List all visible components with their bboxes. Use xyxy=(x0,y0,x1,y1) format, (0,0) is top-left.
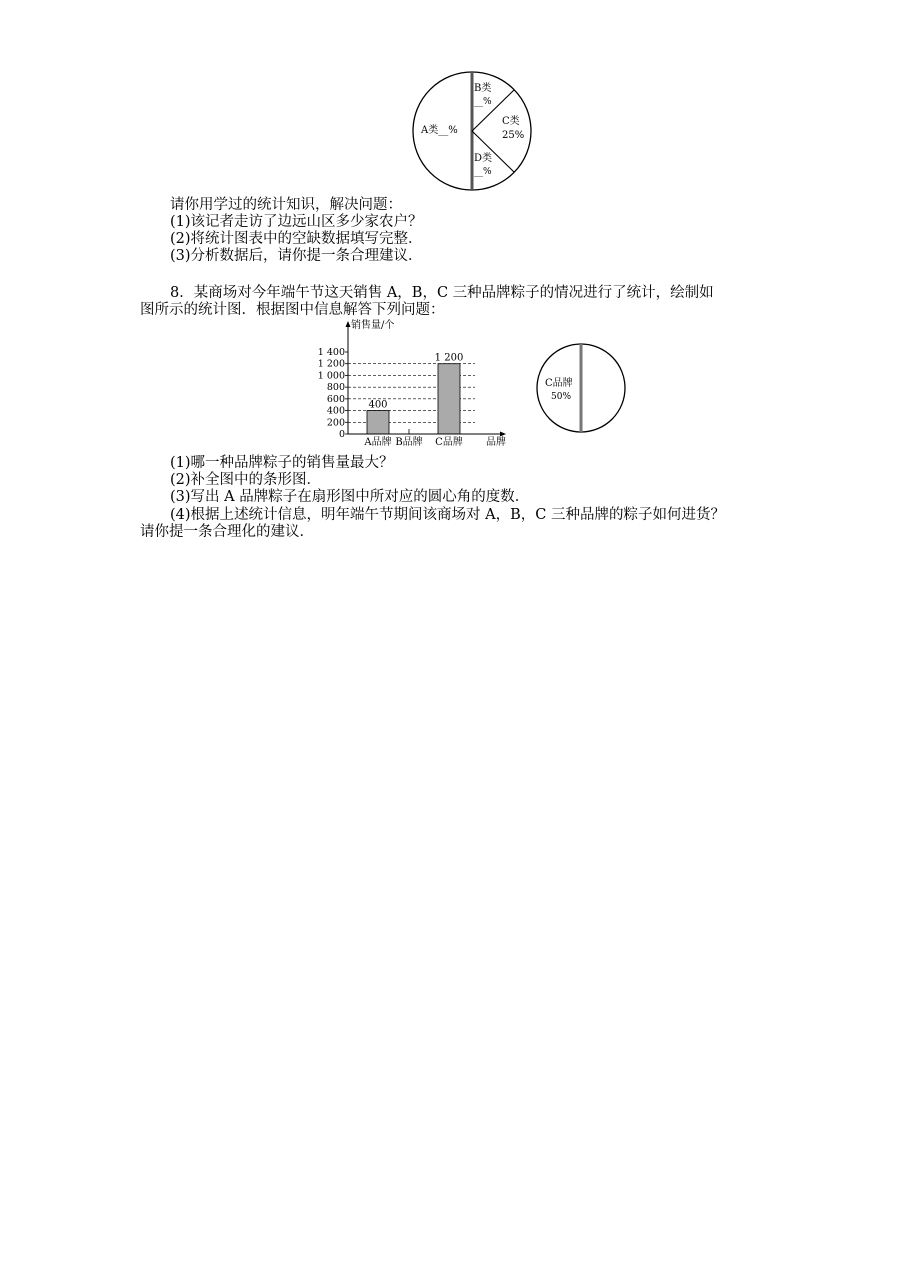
y-tick-label: 800 xyxy=(326,382,345,394)
x-tick-label: B品牌 xyxy=(395,437,423,448)
pie2-label-1: C品牌 xyxy=(545,378,573,389)
pie1-label-b1: B类 xyxy=(474,83,492,94)
q8-item-3: (3)写出 A 品牌粽子在扇形图中所对应的圆心角的度数． xyxy=(170,489,530,505)
bar-value-label: 400 xyxy=(368,399,388,411)
x-axis-arrow xyxy=(500,432,506,437)
y-tick-label: 400 xyxy=(326,405,345,417)
bar-value-label: 1 200 xyxy=(434,352,464,364)
y-tick-label: 200 xyxy=(326,417,345,429)
q7-item-1: (1)该记者走访了边远山区多少家农户？ xyxy=(170,214,423,230)
pie1-label-c1: C类 xyxy=(502,116,520,127)
y-tick-label: 0 xyxy=(338,429,345,440)
pie-chart-categories xyxy=(405,66,540,196)
pie-chart-brands xyxy=(535,342,635,438)
pie1-label-d2: __% xyxy=(474,167,492,177)
q8-item-2: (2)补全图中的条形图． xyxy=(170,472,322,488)
y-axis-arrow xyxy=(346,321,351,327)
q8-item-4: (4)根据上述统计信息，明年端午节期间该商场对 A，B，C 三种品牌的粽子如何进货？ xyxy=(170,507,725,523)
bar xyxy=(438,364,460,434)
x-tick-label: C品牌 xyxy=(435,437,463,448)
y-tick-label: 1 400 xyxy=(317,347,345,358)
y-tick-label: 600 xyxy=(326,393,345,405)
x-tick-label: A品牌 xyxy=(364,437,392,448)
y-axis-title: 销售量/个 xyxy=(351,320,395,331)
pie1-label-b2: __% xyxy=(474,97,492,107)
x-axis-title: 品牌 xyxy=(486,437,506,448)
y-tick-label: 1 200 xyxy=(317,358,345,370)
pie1-label-a: A类__% xyxy=(421,125,458,136)
q8-stem-line-1: 8．某商场对今年端午节这天销售 A，B，C 三种品牌粽子的情况进行了统计，绘制如 xyxy=(170,285,714,301)
pie1-label-c2: 25% xyxy=(502,130,525,141)
pie1-label-d1: D类 xyxy=(474,153,493,164)
pie2-label-2: 50% xyxy=(551,392,572,402)
q7-item-2: (2)将统计图表中的空缺数据填写完整． xyxy=(170,231,423,247)
q7-intro: 请你用学过的统计知识，解决问题： xyxy=(170,197,402,213)
bar-chart-sales xyxy=(310,318,545,452)
q8-item-1: (1)哪一种品牌粽子的销售量最大？ xyxy=(170,455,394,471)
q7-item-3: (3)分析数据后，请你提一条合理建议． xyxy=(170,248,423,264)
q8-stem-line-2: 图所示的统计图．根据图中信息解答下列问题： xyxy=(140,302,445,318)
q8-last-line: 请你提一条合理化的建议． xyxy=(140,524,314,540)
bar xyxy=(367,411,389,434)
y-tick-label: 1 000 xyxy=(317,370,345,382)
